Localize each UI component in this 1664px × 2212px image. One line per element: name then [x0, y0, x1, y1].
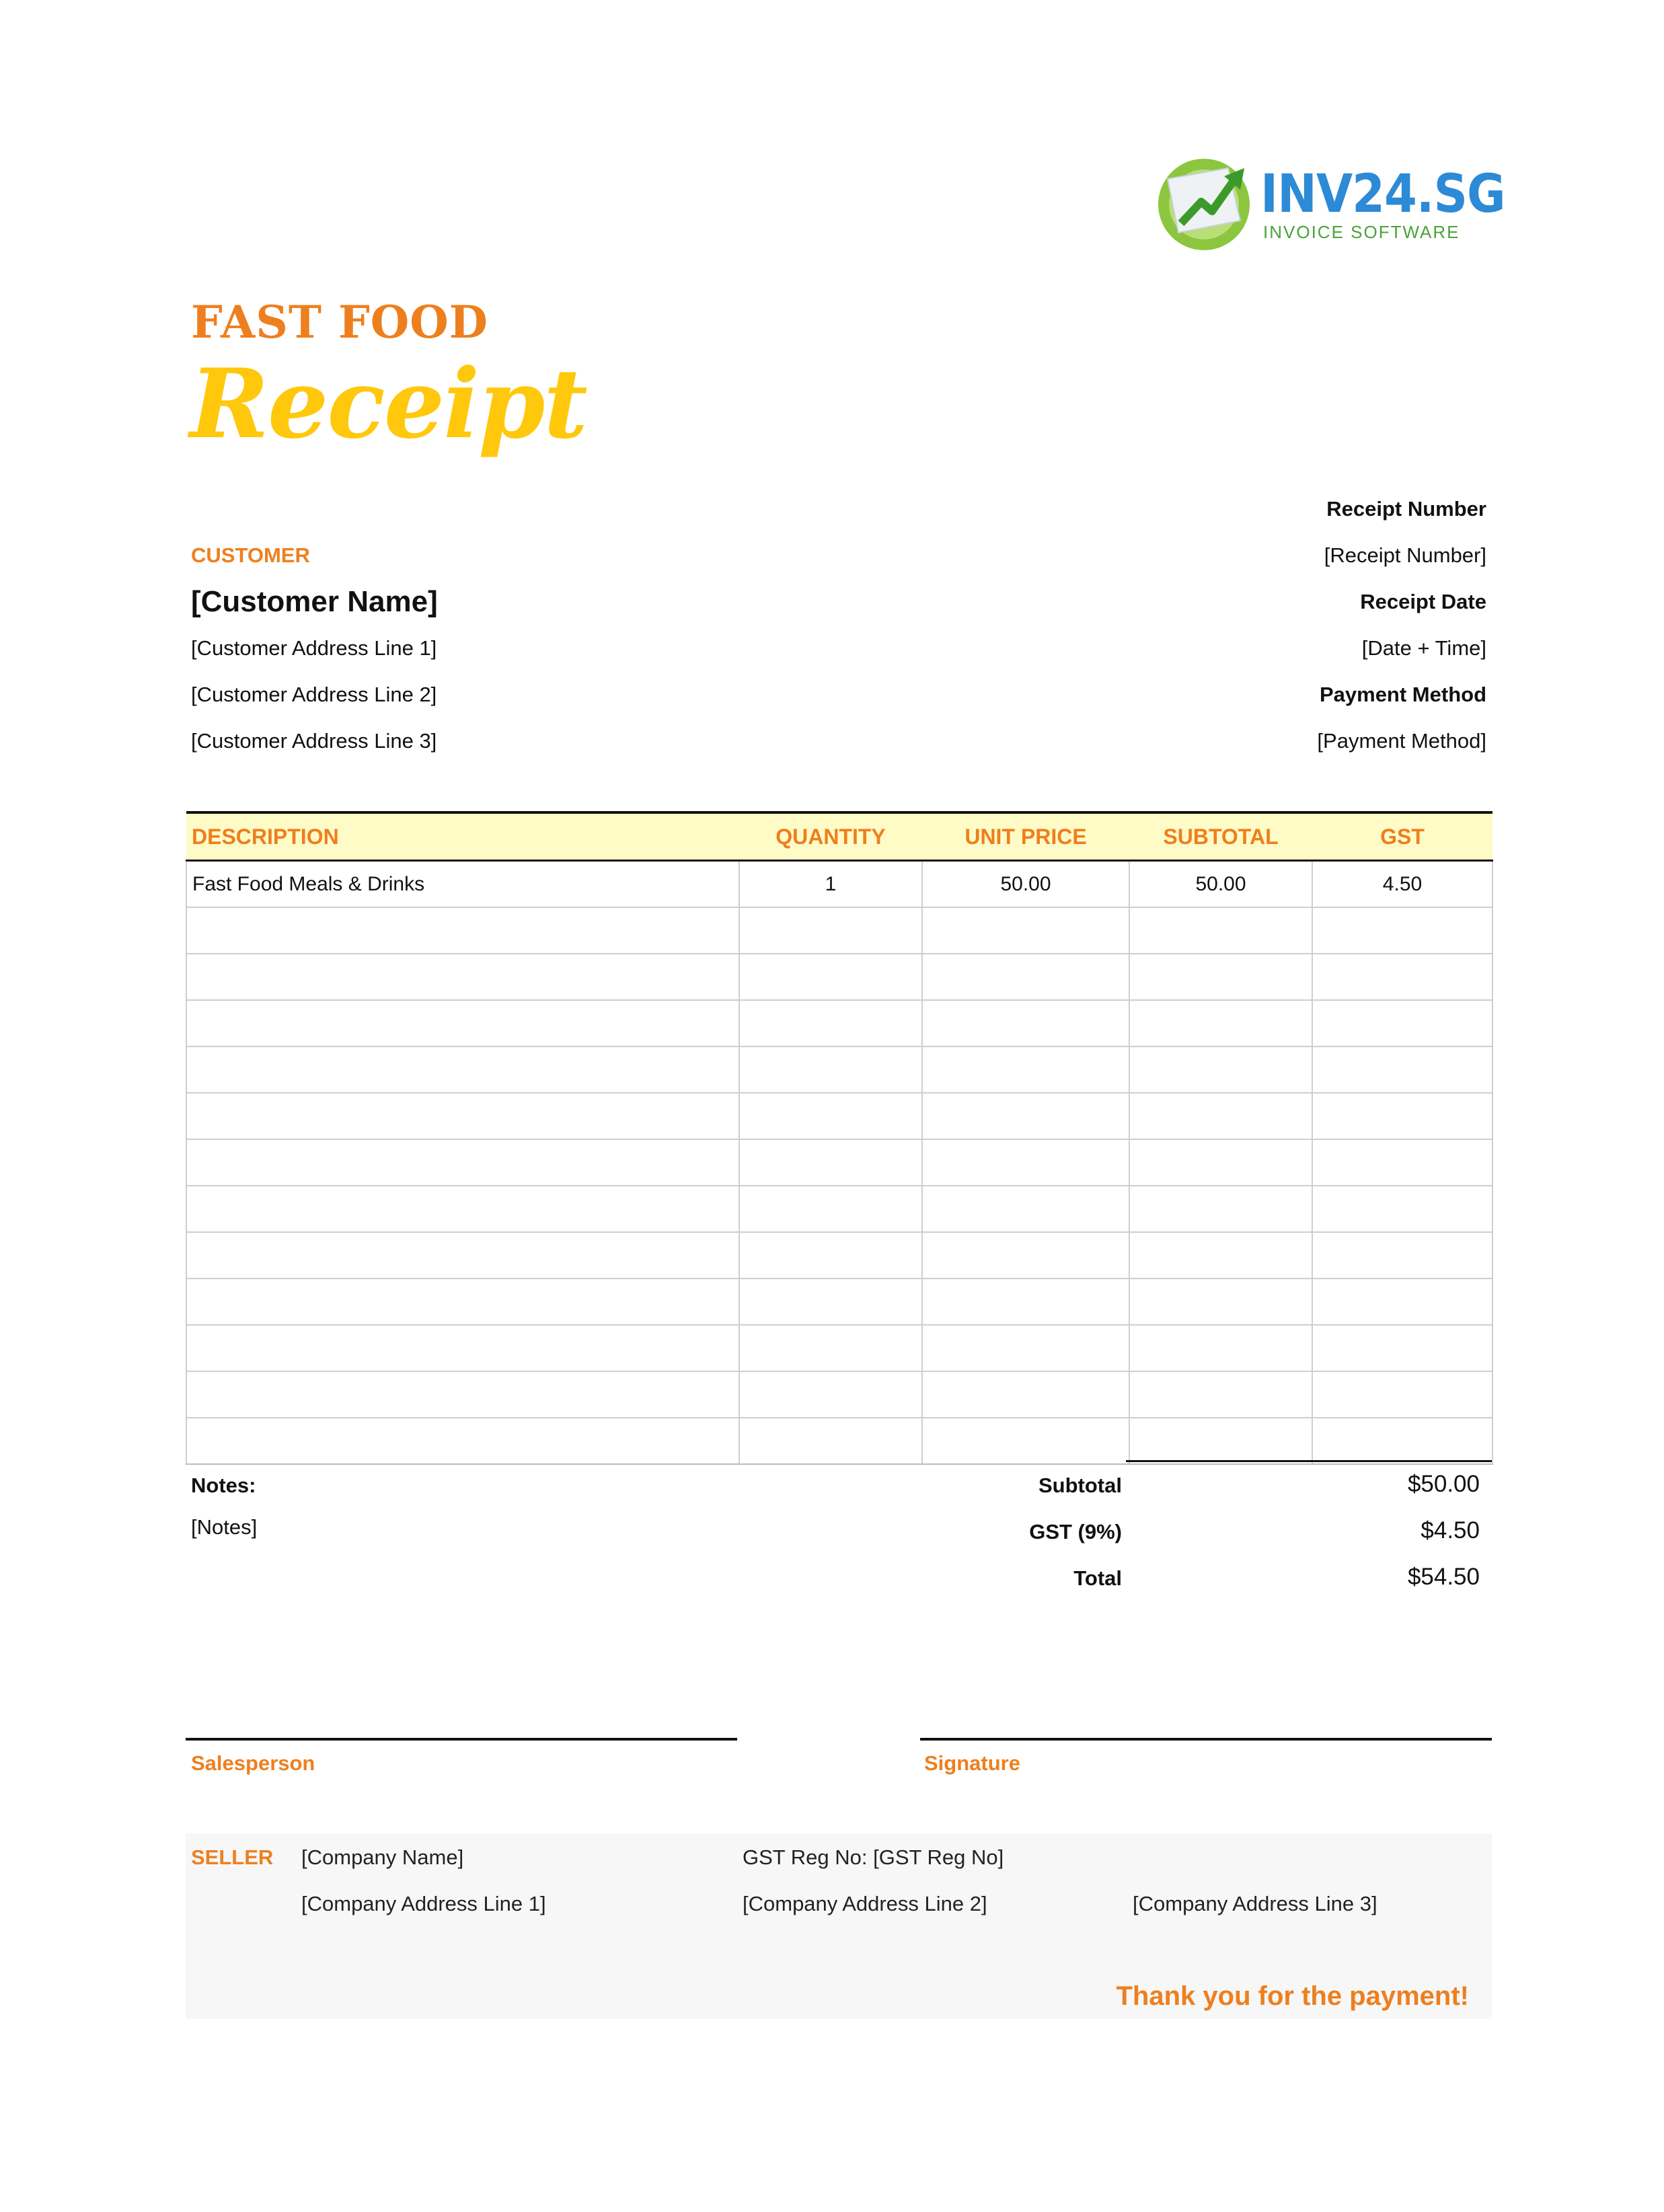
cell-subtotal[interactable] — [1129, 1186, 1312, 1232]
table-row — [186, 1371, 1492, 1418]
table-row — [186, 1046, 1492, 1093]
payment-method-label: Payment Method — [1319, 683, 1486, 706]
table-row — [186, 1000, 1492, 1046]
cell-unit-price[interactable] — [922, 1093, 1129, 1139]
cell-gst[interactable] — [1312, 954, 1492, 1000]
cell-quantity[interactable] — [739, 954, 922, 1000]
receipt-number-label: Receipt Number — [1326, 497, 1486, 521]
cell-gst[interactable] — [1312, 1000, 1492, 1046]
cell-subtotal[interactable] — [1129, 1093, 1312, 1139]
table-row — [186, 1093, 1492, 1139]
cell-unit-price[interactable]: 50.00 — [922, 861, 1129, 908]
col-header-unit-price: UNIT PRICE — [922, 812, 1129, 861]
cell-description[interactable] — [186, 1046, 739, 1093]
seller-address-line-1: [Company Address Line 1] — [301, 1892, 546, 1915]
notes-value[interactable]: [Notes] — [191, 1515, 258, 1539]
cell-subtotal[interactable] — [1129, 1279, 1312, 1325]
cell-description[interactable] — [186, 954, 739, 1000]
cell-gst[interactable] — [1312, 1046, 1492, 1093]
seller-label: SELLER — [191, 1845, 274, 1869]
cell-quantity[interactable] — [739, 1371, 922, 1418]
cell-subtotal[interactable] — [1129, 1371, 1312, 1418]
cell-unit-price[interactable] — [922, 1325, 1129, 1371]
col-header-subtotal: SUBTOTAL — [1129, 812, 1312, 861]
seller-gst-reg: GST Reg No: [GST Reg No] — [743, 1845, 1004, 1869]
totals-divider — [1126, 1460, 1492, 1462]
subtotal-label: Subtotal — [1038, 1474, 1122, 1497]
cell-gst[interactable] — [1312, 907, 1492, 954]
cell-unit-price[interactable] — [922, 907, 1129, 954]
total-label: Total — [1073, 1566, 1122, 1590]
seller-address-line-2: [Company Address Line 2] — [743, 1892, 987, 1915]
table-row — [186, 1139, 1492, 1186]
table-row — [186, 1279, 1492, 1325]
seller-company-name: [Company Name] — [301, 1845, 464, 1869]
cell-quantity[interactable]: 1 — [739, 861, 922, 908]
receipt-date-value: [Date + Time] — [1361, 636, 1486, 660]
cell-description[interactable] — [186, 1186, 739, 1232]
customer-address-line-3: [Customer Address Line 3] — [191, 729, 437, 753]
notes-label: Notes: — [191, 1474, 256, 1497]
receipt-number-value: [Receipt Number] — [1324, 543, 1486, 567]
payment-method-value: [Payment Method] — [1317, 729, 1486, 753]
table-row — [186, 1325, 1492, 1371]
cell-quantity[interactable] — [739, 907, 922, 954]
cell-gst[interactable] — [1312, 1232, 1492, 1279]
cell-unit-price[interactable] — [922, 1279, 1129, 1325]
logo-brand: INV24.SG — [1260, 164, 1505, 225]
customer-address-line-1: [Customer Address Line 1] — [191, 636, 437, 660]
table-row — [186, 1232, 1492, 1279]
col-header-gst: GST — [1312, 812, 1492, 861]
cell-gst[interactable] — [1312, 1279, 1492, 1325]
cell-gst[interactable] — [1312, 1418, 1492, 1464]
cell-quantity[interactable] — [739, 1279, 922, 1325]
cell-unit-price[interactable] — [922, 1046, 1129, 1093]
cell-unit-price[interactable] — [922, 1418, 1129, 1464]
gst-label: GST (9%) — [1029, 1520, 1122, 1543]
col-header-quantity: QUANTITY — [739, 812, 922, 861]
title-fast-food: FAST FOOD — [191, 296, 489, 348]
cell-description[interactable] — [186, 1093, 739, 1139]
cell-subtotal[interactable] — [1129, 954, 1312, 1000]
cell-quantity[interactable] — [739, 1418, 922, 1464]
cell-gst[interactable]: 4.50 — [1312, 861, 1492, 908]
cell-unit-price[interactable] — [922, 1186, 1129, 1232]
table-row — [186, 954, 1492, 1000]
cell-subtotal[interactable] — [1129, 1139, 1312, 1186]
subtotal-value: $50.00 — [1407, 1471, 1480, 1497]
cell-description[interactable] — [186, 1000, 739, 1046]
cell-subtotal[interactable] — [1129, 1418, 1312, 1464]
cell-quantity[interactable] — [739, 1232, 922, 1279]
receipt-date-label: Receipt Date — [1360, 590, 1486, 613]
customer-name: [Customer Name] — [191, 585, 438, 618]
cell-description[interactable] — [186, 1232, 739, 1279]
table-row — [186, 861, 1492, 908]
seller-address-line-3: [Company Address Line 3] — [1133, 1892, 1377, 1915]
cell-subtotal[interactable] — [1129, 1046, 1312, 1093]
cell-quantity[interactable] — [739, 1000, 922, 1046]
cell-description[interactable] — [186, 1418, 739, 1464]
cell-subtotal[interactable] — [1129, 907, 1312, 954]
salesperson-label: Salesperson — [191, 1751, 315, 1775]
cell-quantity[interactable] — [739, 1186, 922, 1232]
cell-subtotal[interactable] — [1129, 1000, 1312, 1046]
cell-subtotal[interactable] — [1129, 1232, 1312, 1279]
cell-unit-price[interactable] — [922, 1371, 1129, 1418]
cell-description[interactable] — [186, 1371, 739, 1418]
cell-gst[interactable] — [1312, 1325, 1492, 1371]
items-table — [186, 811, 1493, 1465]
total-value: $54.50 — [1407, 1564, 1480, 1590]
cell-description[interactable] — [186, 907, 739, 954]
cell-unit-price[interactable] — [922, 1139, 1129, 1186]
cell-quantity[interactable] — [739, 1093, 922, 1139]
table-row — [186, 1418, 1492, 1464]
signature-line — [920, 1738, 1492, 1741]
table-header-row — [186, 812, 1492, 861]
cell-description[interactable] — [186, 1325, 739, 1371]
cell-gst[interactable] — [1312, 1093, 1492, 1139]
cell-description[interactable] — [186, 1139, 739, 1186]
logo-tagline: INVOICE SOFTWARE — [1263, 222, 1460, 242]
signature-label: Signature — [924, 1751, 1020, 1775]
cell-quantity[interactable] — [739, 1046, 922, 1093]
cell-description[interactable]: Fast Food Meals & Drinks — [186, 861, 739, 908]
customer-address-line-2: [Customer Address Line 2] — [191, 683, 437, 706]
title-receipt: Receipt — [190, 348, 587, 460]
thank-you-message: Thank you for the payment! — [1116, 1981, 1469, 2011]
cell-quantity[interactable] — [739, 1325, 922, 1371]
gst-value: $4.50 — [1421, 1517, 1480, 1543]
col-header-description: DESCRIPTION — [186, 812, 739, 861]
salesperson-line — [186, 1738, 737, 1741]
cell-unit-price[interactable] — [922, 954, 1129, 1000]
table-row — [186, 1186, 1492, 1232]
cell-unit-price[interactable] — [922, 1232, 1129, 1279]
cell-subtotal[interactable] — [1129, 1325, 1312, 1371]
cell-unit-price[interactable] — [922, 1000, 1129, 1046]
cell-subtotal[interactable]: 50.00 — [1129, 861, 1312, 908]
cell-description[interactable] — [186, 1279, 739, 1325]
cell-gst[interactable] — [1312, 1371, 1492, 1418]
cell-gst[interactable] — [1312, 1139, 1492, 1186]
customer-label: CUSTOMER — [191, 543, 310, 567]
table-row — [186, 907, 1492, 954]
cell-quantity[interactable] — [739, 1139, 922, 1186]
cell-gst[interactable] — [1312, 1186, 1492, 1232]
